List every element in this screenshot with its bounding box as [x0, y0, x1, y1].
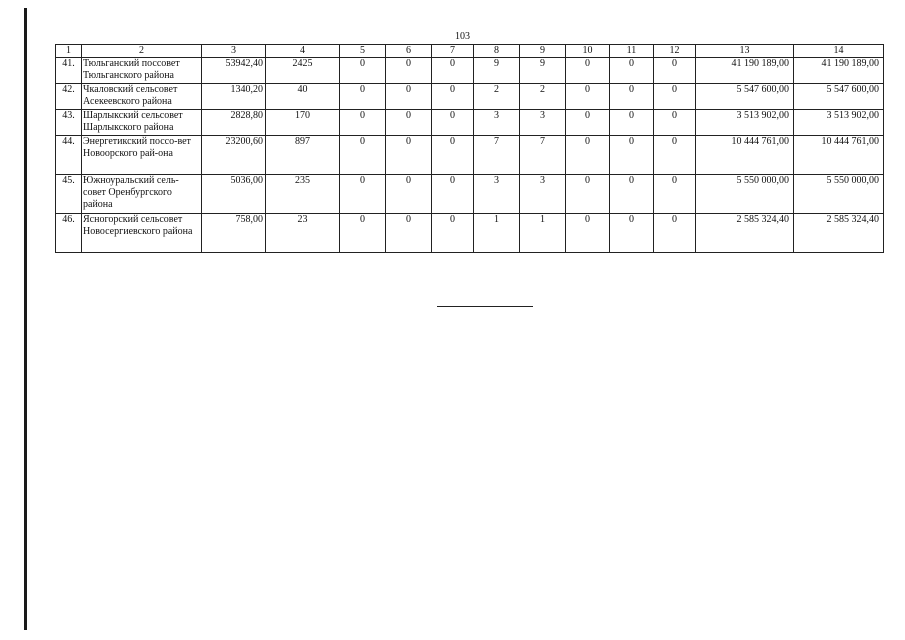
cell-col12: 0	[654, 110, 696, 136]
column-header: 14	[794, 45, 884, 58]
cell-col3: 23200,60	[202, 136, 266, 175]
end-of-table-divider	[437, 306, 533, 307]
cell-col9: 2	[520, 84, 566, 110]
table-row	[56, 110, 884, 136]
cell-col5: 0	[340, 84, 386, 110]
cell-col3: 758,00	[202, 214, 266, 253]
cell-col10: 0	[566, 214, 610, 253]
cell-col12: 0	[654, 58, 696, 84]
cell-col10: 0	[566, 84, 610, 110]
row-number: 46.	[56, 214, 82, 253]
cell-col6: 0	[386, 214, 432, 253]
cell-col9: 3	[520, 175, 566, 214]
cell-col12: 0	[654, 84, 696, 110]
table-row	[56, 175, 884, 214]
cell-col7: 0	[432, 214, 474, 253]
cell-col13: 41 190 189,00	[696, 58, 794, 84]
cell-col7: 0	[432, 110, 474, 136]
column-header: 7	[432, 45, 474, 58]
cell-col5: 0	[340, 136, 386, 175]
column-header: 1	[56, 45, 82, 58]
column-header: 9	[520, 45, 566, 58]
cell-col6: 0	[386, 136, 432, 175]
data-table	[55, 44, 884, 253]
cell-col8: 3	[474, 175, 520, 214]
cell-col13: 10 444 761,00	[696, 136, 794, 175]
cell-col9: 1	[520, 214, 566, 253]
cell-col13: 2 585 324,40	[696, 214, 794, 253]
cell-col11: 0	[610, 84, 654, 110]
cell-col14: 5 550 000,00	[794, 175, 884, 214]
cell-col12: 0	[654, 175, 696, 214]
table-row	[56, 136, 884, 175]
column-header: 2	[82, 45, 202, 58]
column-header: 10	[566, 45, 610, 58]
cell-col7: 0	[432, 175, 474, 214]
cell-col6: 0	[386, 58, 432, 84]
cell-col10: 0	[566, 58, 610, 84]
cell-col13: 5 547 600,00	[696, 84, 794, 110]
row-number: 44.	[56, 136, 82, 175]
row-number: 45.	[56, 175, 82, 214]
column-header: 11	[610, 45, 654, 58]
cell-col12: 0	[654, 214, 696, 253]
municipality-name: Южноуральский сель-совет Оренбургского района	[82, 175, 202, 214]
page-number: 103	[455, 31, 470, 42]
column-header: 8	[474, 45, 520, 58]
cell-col13: 3 513 902,00	[696, 110, 794, 136]
column-header: 12	[654, 45, 696, 58]
cell-col3: 1340,20	[202, 84, 266, 110]
municipality-name: Чкаловский сельсовет Асекеевского района	[82, 84, 202, 110]
cell-col4: 23	[266, 214, 340, 253]
cell-col7: 0	[432, 84, 474, 110]
table-row	[56, 214, 884, 253]
row-number: 42.	[56, 84, 82, 110]
cell-col7: 0	[432, 136, 474, 175]
cell-col5: 0	[340, 175, 386, 214]
cell-col10: 0	[566, 175, 610, 214]
cell-col8: 9	[474, 58, 520, 84]
cell-col12: 0	[654, 136, 696, 175]
cell-col14: 5 547 600,00	[794, 84, 884, 110]
column-header: 3	[202, 45, 266, 58]
cell-col5: 0	[340, 214, 386, 253]
cell-col9: 9	[520, 58, 566, 84]
cell-col9: 3	[520, 110, 566, 136]
table-row	[56, 84, 884, 110]
table-row	[56, 58, 884, 84]
cell-col4: 897	[266, 136, 340, 175]
column-header: 6	[386, 45, 432, 58]
cell-col4: 2425	[266, 58, 340, 84]
cell-col6: 0	[386, 175, 432, 214]
cell-col3: 5036,00	[202, 175, 266, 214]
cell-col5: 0	[340, 110, 386, 136]
cell-col14: 3 513 902,00	[794, 110, 884, 136]
cell-col8: 2	[474, 84, 520, 110]
row-number: 41.	[56, 58, 82, 84]
cell-col10: 0	[566, 136, 610, 175]
cell-col8: 3	[474, 110, 520, 136]
cell-col8: 7	[474, 136, 520, 175]
cell-col5: 0	[340, 58, 386, 84]
cell-col6: 0	[386, 110, 432, 136]
municipality-name: Тюльганский поссовет Тюльганского района	[82, 58, 202, 84]
cell-col14: 10 444 761,00	[794, 136, 884, 175]
cell-col14: 41 190 189,00	[794, 58, 884, 84]
table-header-row	[56, 45, 884, 58]
cell-col11: 0	[610, 136, 654, 175]
municipality-name: Энергетикский поссо-вет Новоорского рай-она	[82, 136, 202, 175]
column-header: 4	[266, 45, 340, 58]
column-header: 5	[340, 45, 386, 58]
binding-margin-line	[24, 8, 27, 630]
municipality-name: Ясногорский сельсовет Новосергиевского района	[82, 214, 202, 253]
cell-col4: 235	[266, 175, 340, 214]
cell-col11: 0	[610, 58, 654, 84]
cell-col11: 0	[610, 110, 654, 136]
municipality-name: Шарлыкский сельсовет Шарлыкского района	[82, 110, 202, 136]
cell-col11: 0	[610, 175, 654, 214]
cell-col10: 0	[566, 110, 610, 136]
column-header: 13	[696, 45, 794, 58]
cell-col4: 40	[266, 84, 340, 110]
cell-col14: 2 585 324,40	[794, 214, 884, 253]
cell-col7: 0	[432, 58, 474, 84]
cell-col3: 2828,80	[202, 110, 266, 136]
cell-col6: 0	[386, 84, 432, 110]
cell-col3: 53942,40	[202, 58, 266, 84]
row-number: 43.	[56, 110, 82, 136]
cell-col8: 1	[474, 214, 520, 253]
cell-col4: 170	[266, 110, 340, 136]
cell-col13: 5 550 000,00	[696, 175, 794, 214]
cell-col9: 7	[520, 136, 566, 175]
cell-col11: 0	[610, 214, 654, 253]
